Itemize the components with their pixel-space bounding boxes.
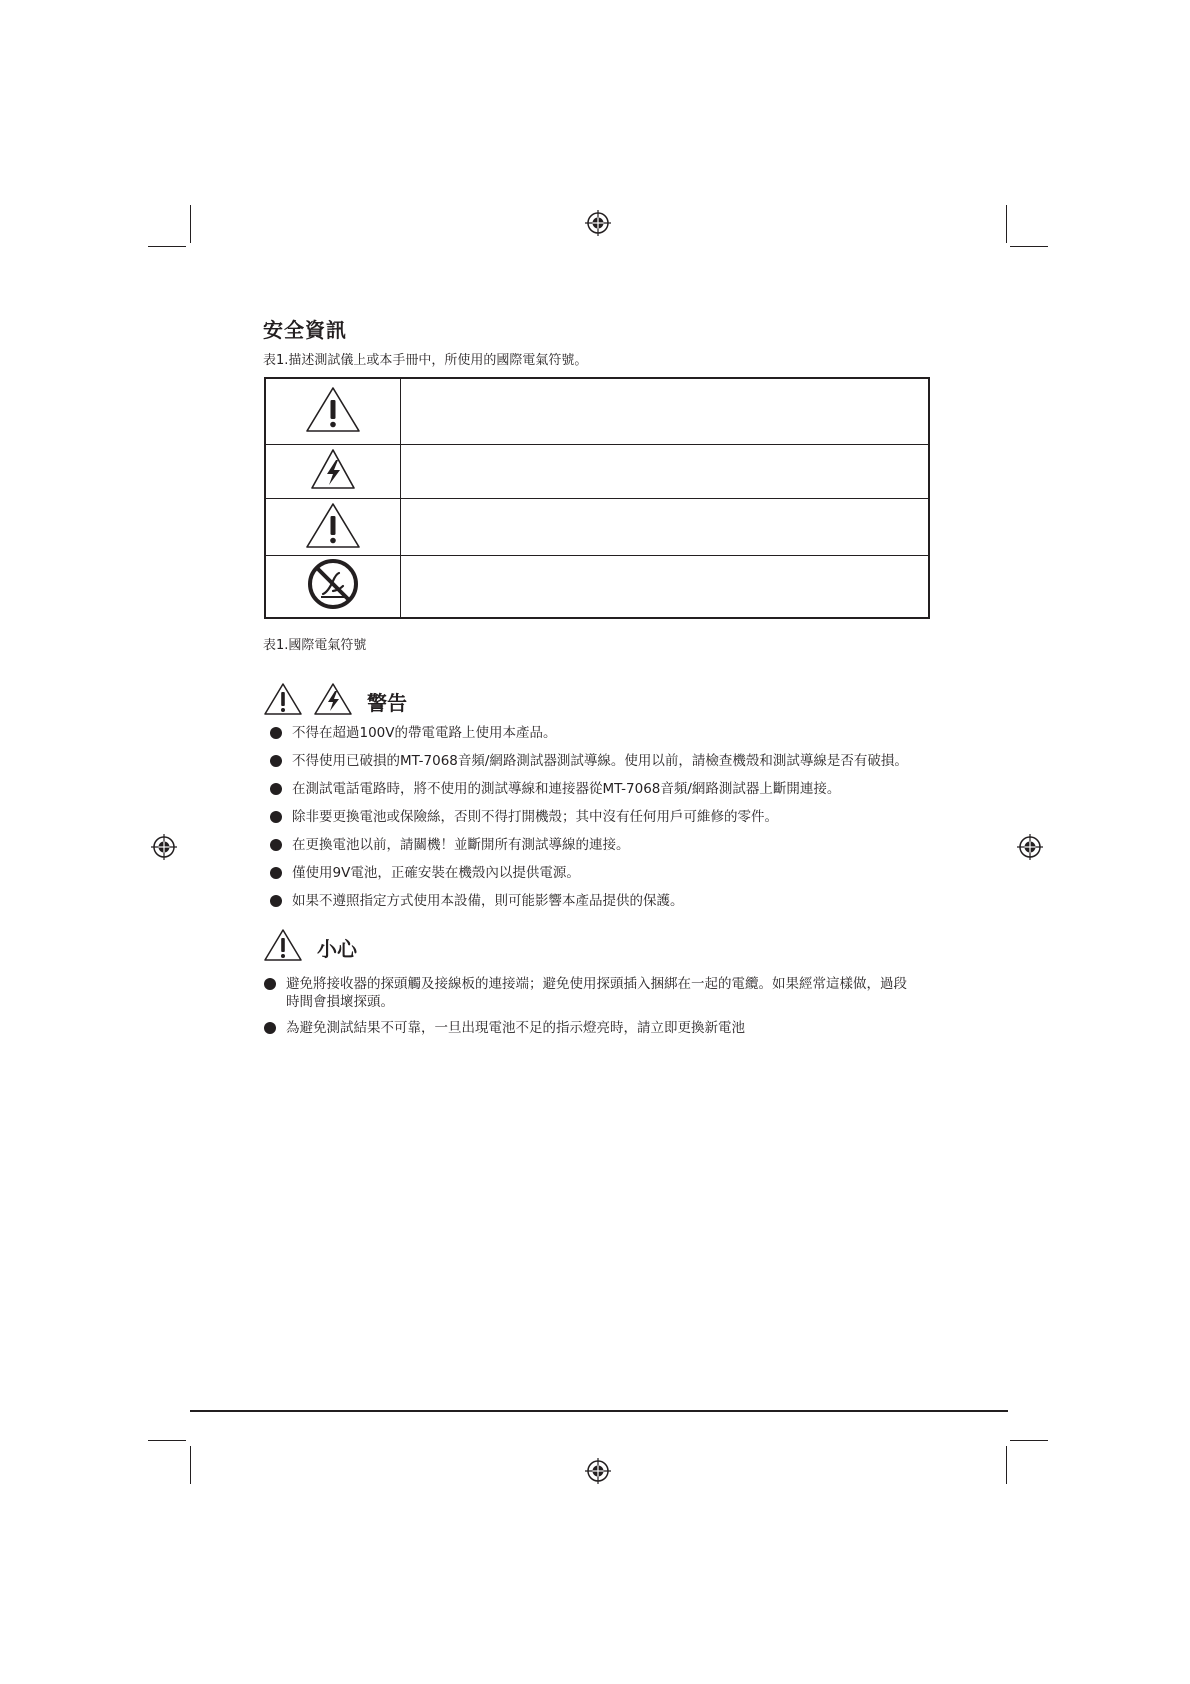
warning-label: 警告 bbox=[367, 691, 407, 715]
crop-mark bbox=[148, 1440, 186, 1441]
caution-heading bbox=[263, 928, 357, 962]
registration-mark-icon bbox=[151, 834, 177, 860]
table-caption: 表1.國際電氣符號 bbox=[263, 638, 367, 653]
caution-triangle-icon bbox=[305, 385, 361, 433]
table-row bbox=[265, 378, 929, 444]
electric-shock-triangle-icon bbox=[310, 448, 356, 490]
crop-mark bbox=[190, 205, 191, 243]
crop-mark bbox=[1006, 205, 1007, 243]
list-item: 在更換電池以前，請關機！並斷開所有測試導線的連接。 bbox=[270, 836, 950, 854]
crop-mark bbox=[1010, 1440, 1048, 1441]
intro-text: 表1.描述測試儀上或本手冊中，所使用的國際電氣符號。 bbox=[263, 353, 588, 368]
list-item: 不得使用已破損的MT-7068音頻/網路測試器測試導線。使用以前，請檢查機殼和測試導線是否有破損。 bbox=[270, 752, 950, 770]
table-row bbox=[265, 444, 929, 498]
list-item: 避免將接收器的探頭觸及接線板的連接端；避免使用探頭插入捆綁在一起的電纜。如果經常這樣做，過段 時間會損壞探頭。 bbox=[264, 975, 954, 1011]
symbol-description bbox=[401, 444, 930, 498]
page-title: 安全資訊 bbox=[263, 318, 347, 342]
caution-triangle-icon bbox=[263, 928, 303, 962]
table-row bbox=[265, 498, 929, 555]
bullet-icon bbox=[270, 811, 282, 823]
crop-mark bbox=[1010, 246, 1048, 247]
bullet-icon bbox=[270, 727, 282, 739]
no-disposal-icon bbox=[306, 557, 360, 611]
crop-mark bbox=[148, 246, 186, 247]
bullet-icon bbox=[264, 978, 276, 990]
registration-mark-icon bbox=[585, 210, 611, 236]
bullet-icon bbox=[270, 755, 282, 767]
symbols-table bbox=[264, 377, 930, 619]
list-item: 僅使用9V電池，正確安裝在機殼內以提供電源。 bbox=[270, 864, 950, 882]
caution-triangle-icon bbox=[263, 682, 303, 716]
bullet-icon bbox=[270, 895, 282, 907]
registration-mark-icon bbox=[1017, 834, 1043, 860]
crop-mark bbox=[190, 1446, 191, 1484]
bullet-icon bbox=[270, 867, 282, 879]
warning-heading bbox=[263, 682, 407, 716]
bullet-icon bbox=[270, 783, 282, 795]
caution-triangle-icon bbox=[305, 501, 361, 549]
list-item: 除非要更換電池或保險絲，否則不得打開機殼；其中沒有任何用戶可維修的零件。 bbox=[270, 808, 950, 826]
caution-label: 小心 bbox=[317, 937, 357, 961]
crop-mark bbox=[1006, 1446, 1007, 1484]
registration-mark-icon bbox=[585, 1458, 611, 1484]
bullet-icon bbox=[264, 1022, 276, 1034]
table-row bbox=[265, 555, 929, 618]
symbol-description bbox=[401, 378, 930, 444]
electric-shock-triangle-icon bbox=[313, 682, 353, 716]
warning-list bbox=[270, 724, 950, 920]
bullet-icon bbox=[270, 839, 282, 851]
symbol-description bbox=[401, 498, 930, 555]
caution-list bbox=[264, 975, 954, 1037]
list-item: 如果不遵照指定方式使用本設備，則可能影響本產品提供的保護。 bbox=[270, 892, 950, 910]
symbol-description bbox=[401, 555, 930, 618]
list-item: 為避免測試結果不可靠，一旦出現電池不足的指示燈亮時，請立即更換新電池 bbox=[264, 1019, 954, 1037]
list-item: 不得在超過100V的帶電電路上使用本產品。 bbox=[270, 724, 950, 742]
list-item: 在測試電話電路時，將不使用的測試導線和連接器從MT-7068音頻/網路測試器上斷開連接。 bbox=[270, 780, 950, 798]
footer-divider bbox=[190, 1410, 1008, 1412]
